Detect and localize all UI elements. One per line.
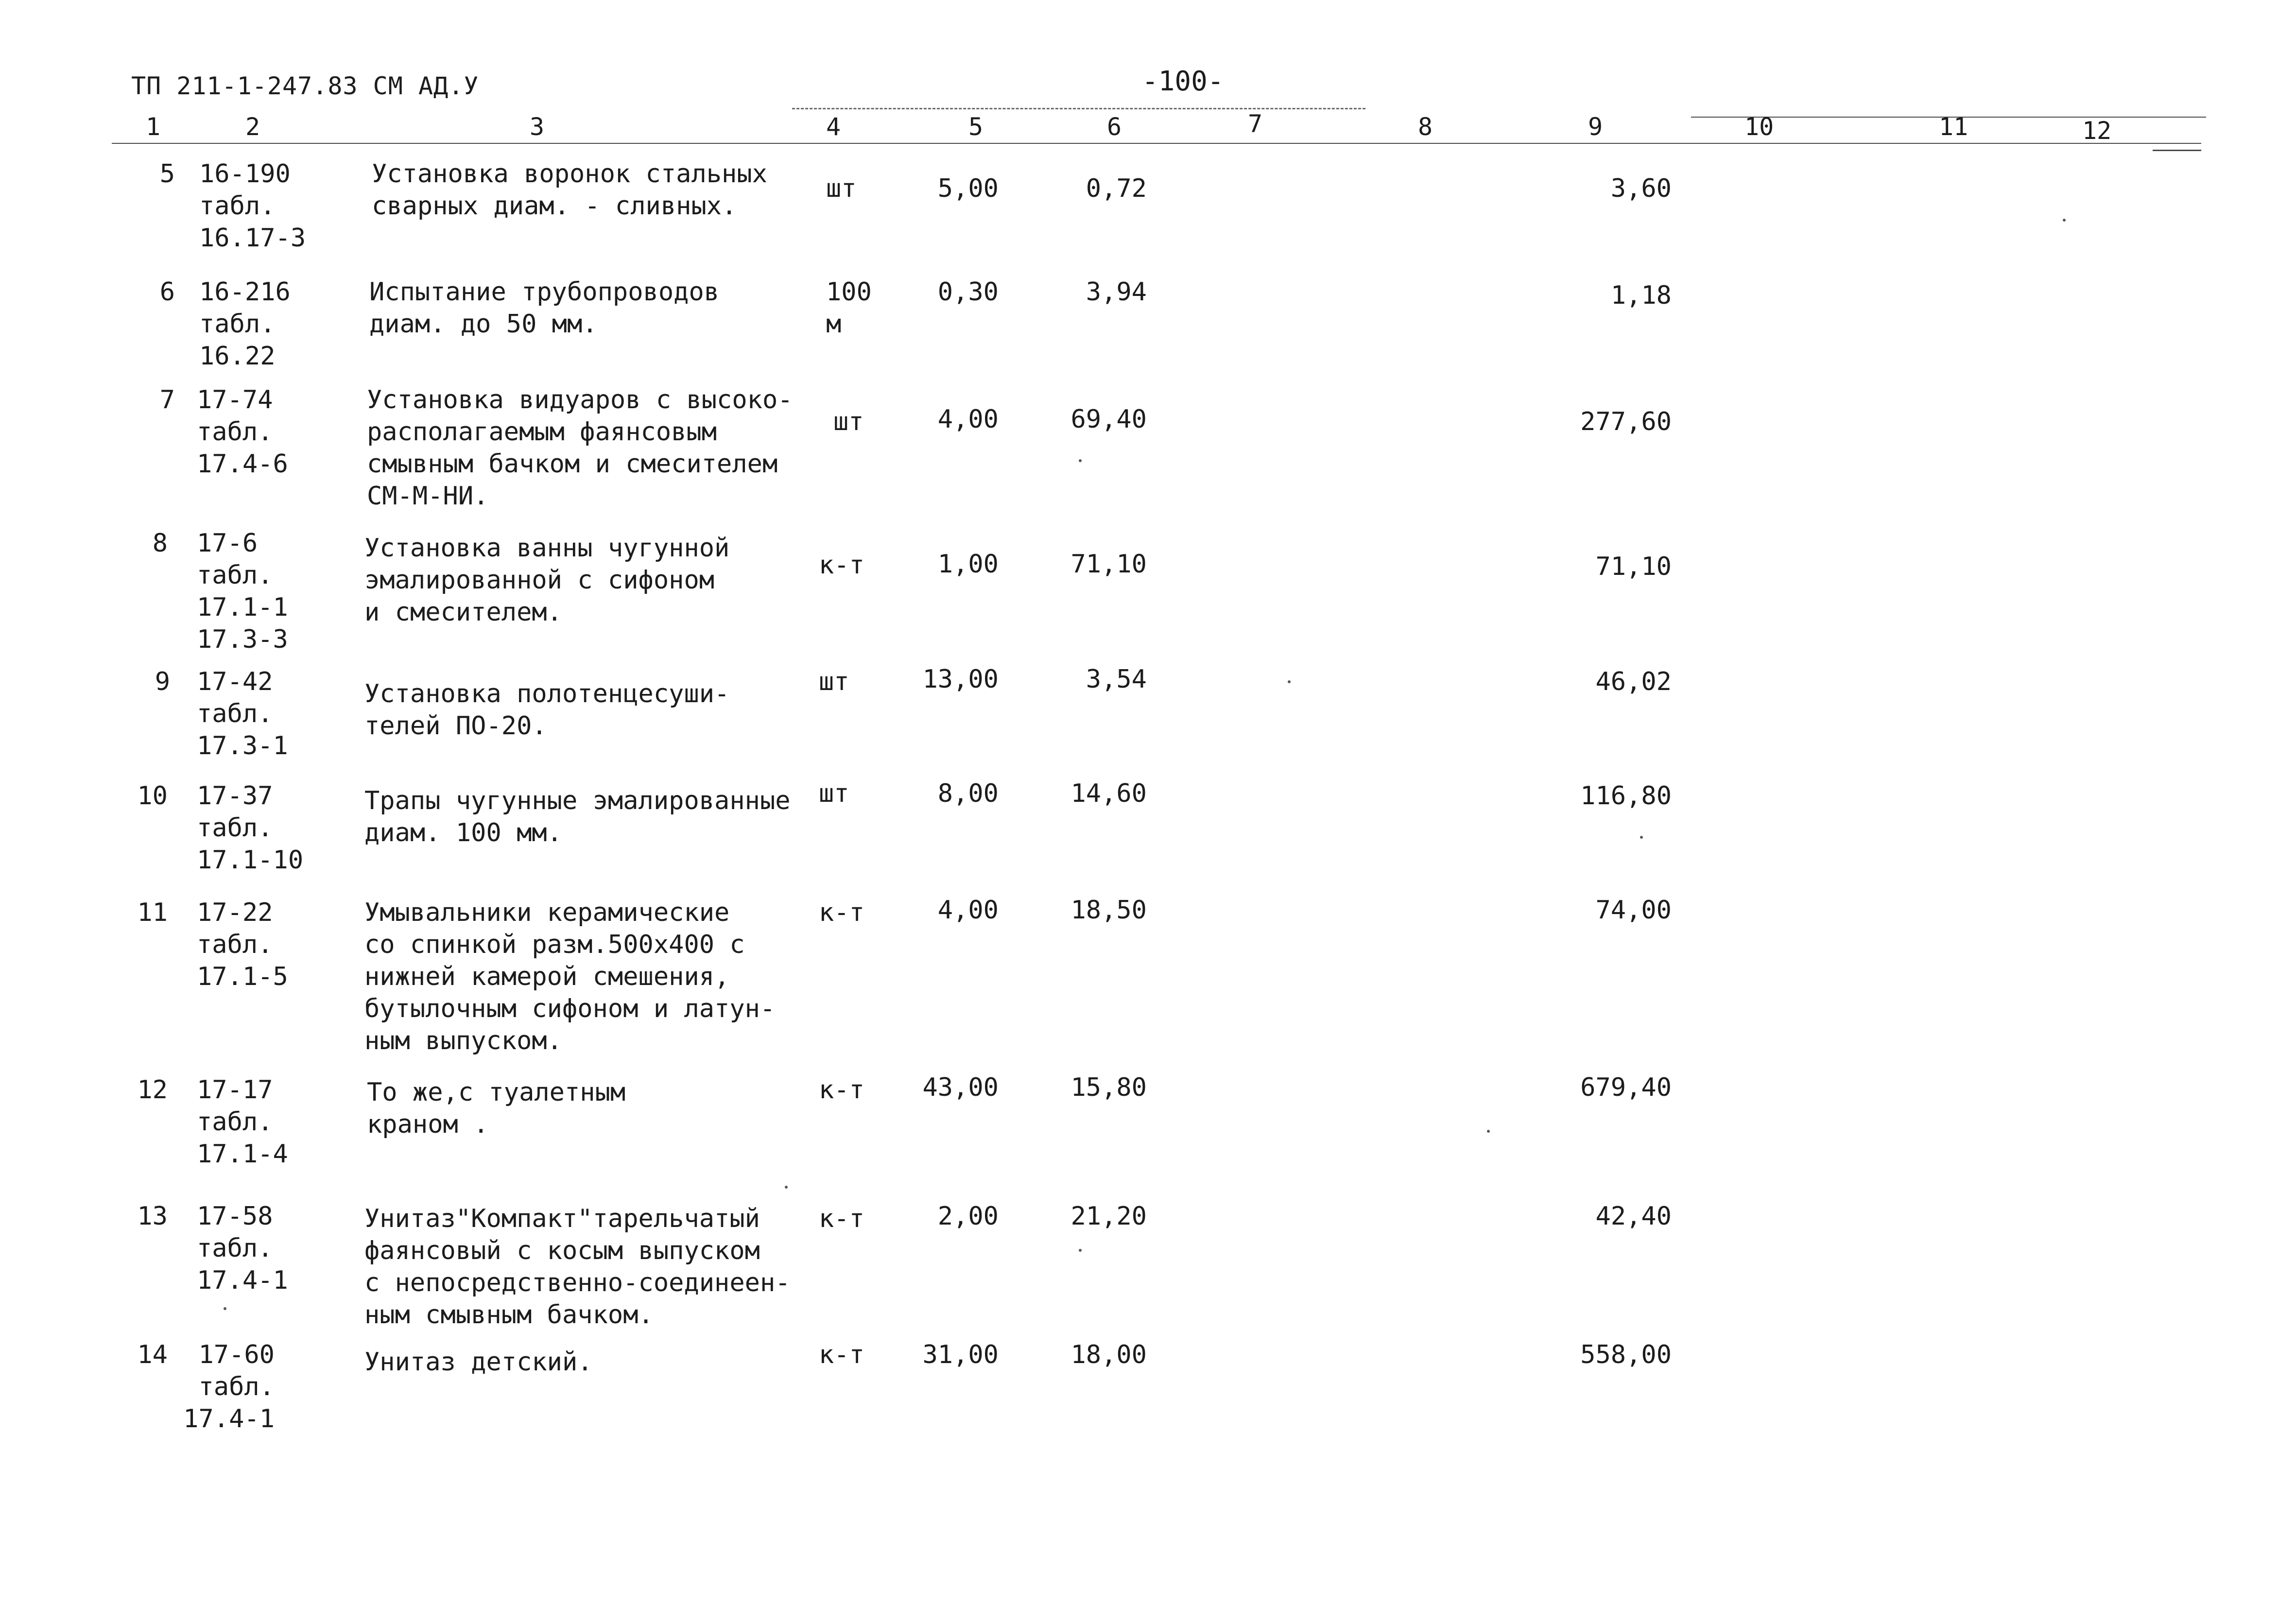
column-number-5: 5 [968,113,984,141]
row-number: 8 [152,529,168,558]
unit-price: 18,00 [1070,1340,1147,1369]
quantity: 13,00 [922,665,999,694]
unit-price: 14,60 [1070,779,1147,808]
row-number: 7 [159,385,175,415]
unit: шт [826,174,857,203]
norm-code: 17-74 табл. 17.4-6 [197,385,288,479]
scan-speck [1079,1249,1082,1252]
column-number-9: 9 [1588,113,1603,141]
total-cost: 71,10 [1595,552,1672,581]
header-end-rule [2153,150,2201,151]
work-description: Установка полотенцесуши- телей ПО-20. [364,679,730,741]
work-description: Установка видуаров с высоко- располагаемым фаянсовым смывным бачком и смесителем СМ-М-НИ. [367,385,793,511]
work-description: Унитаз"Компакт"тарельчатый фаянсовый с косым выпуском с непосредственно-соединеен- ным смывным бачком. [364,1204,791,1330]
norm-code: 17-22 табл. 17.1-5 [197,898,288,991]
row-number: 10 [137,781,168,811]
total-cost: 558,00 [1580,1340,1672,1369]
total-cost: 679,40 [1580,1073,1672,1102]
unit-price: 71,10 [1070,550,1147,579]
total-cost: 74,00 [1595,896,1672,925]
column-number-10: 10 [1744,113,1774,141]
unit: шт [819,779,849,808]
total-cost: 277,60 [1580,407,1672,436]
total-cost: 3,60 [1610,174,1672,203]
column-number-8: 8 [1418,113,1433,141]
scan-speck [224,1307,226,1310]
quantity: 1,00 [937,550,999,579]
unit-price: 18,50 [1070,896,1147,925]
header-bottom-rule [112,143,2201,144]
norm-code: 17-42 табл. 17.3-1 [197,667,288,760]
quantity: 5,00 [937,174,999,203]
row-number: 14 [137,1340,168,1369]
work-description: Испытание трубопроводов диам. до 50 мм. [369,277,720,339]
norm-code: 17-37 табл. 17.1-10 [197,781,304,875]
scan-speck [1288,680,1291,683]
row-number: 6 [159,277,175,307]
work-description: Умывальники керамические со спинкой разм.500х400 с нижней камерой смешения, бутылочным сифоном и латун- ным выпуском. [364,898,776,1055]
quantity: 31,00 [922,1340,999,1369]
unit: к-т [819,551,864,580]
unit: к-т [819,1075,864,1105]
unit-price: 69,40 [1070,405,1147,434]
norm-code: 17-60 табл. 17.4-1 [183,1340,275,1434]
row-number: 9 [155,667,170,696]
scan-speck [1640,836,1643,839]
unit: к-т [819,1340,864,1369]
unit: к-т [819,898,864,927]
norm-code: 17-17 табл. 17.1-4 [197,1075,288,1169]
work-description: Установка ванны чугунной эмалированной с сифоном и смесителем. [364,534,730,627]
page-number: -100- [1142,66,1224,97]
scan-speck [1487,1130,1490,1133]
column-number-1: 1 [146,113,161,141]
work-description: Унитаз детский. [364,1348,593,1377]
unit: к-т [819,1204,864,1233]
row-number: 13 [137,1202,168,1231]
column-number-7: 7 [1248,110,1263,138]
quantity: 0,30 [937,277,999,307]
total-cost: 46,02 [1595,667,1672,696]
unit: шт [833,407,864,436]
unit: 100 м [826,277,872,339]
unit-price: 15,80 [1070,1073,1147,1102]
norm-code: 17-6 табл. 17.1-1 17.3-3 [197,529,288,654]
unit-price: 3,94 [1086,277,1147,307]
quantity: 2,00 [937,1202,999,1231]
column-number-11: 11 [1939,113,1968,141]
norm-code: 16-216 табл. 16.22 [199,277,291,371]
quantity: 4,00 [937,405,999,434]
row-number: 11 [137,898,168,927]
row-number: 12 [137,1075,168,1105]
work-description: Трапы чугунные эмалированные диам. 100 мм. [364,786,791,847]
column-number-6: 6 [1107,113,1122,141]
work-description: То же,с туалетным краном . [367,1078,626,1139]
norm-code: 17-58 табл. 17.4-1 [197,1202,288,1295]
unit-price: 0,72 [1086,174,1147,203]
scan-speck [785,1186,788,1189]
row-number: 5 [159,159,175,189]
unit-price: 3,54 [1086,665,1147,694]
column-number-2: 2 [245,113,260,141]
header-top-rule [792,108,1365,109]
total-cost: 42,40 [1595,1202,1672,1231]
unit: шт [819,667,849,696]
total-cost: 1,18 [1610,281,1672,310]
column-number-12: 12 [2082,117,2112,145]
scan-speck [2063,219,2066,222]
column-number-4: 4 [826,113,841,141]
column-number-3: 3 [530,113,545,141]
work-description: Установка воронок стальных сварных диам. - сливных. [372,159,767,221]
document-code: ТП 211-1-247.83 СМ АД.У [131,72,479,100]
scan-speck [1079,459,1082,462]
unit-price: 21,20 [1070,1202,1147,1231]
norm-code: 16-190 табл. 16.17-3 [199,159,306,253]
quantity: 43,00 [922,1073,999,1102]
quantity: 8,00 [937,779,999,808]
total-cost: 116,80 [1580,781,1672,811]
quantity: 4,00 [937,896,999,925]
